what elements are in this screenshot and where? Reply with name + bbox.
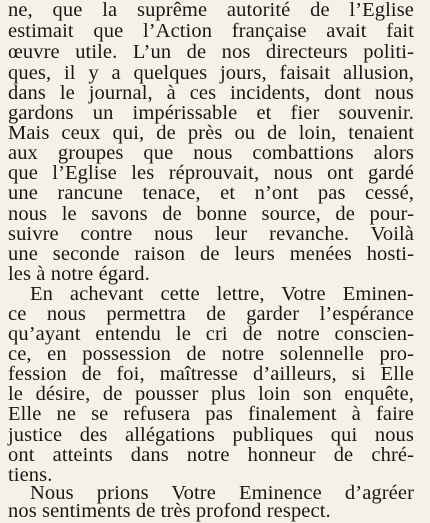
text-line-1: ne, que la suprême autorité de l’Eglise [8, 0, 414, 21]
text-line-16: ce nous permettra de garder l’espérance [8, 303, 414, 325]
text-line-11: nous le savons de bonne source, de pour- [8, 203, 414, 225]
text-line-22: justice des allégations publiques qui nous [8, 424, 414, 446]
text-line-15: En achevant cette lettre, Votre Eminen- [30, 283, 414, 305]
text-line-8: aux groupes que nous combattions alors [8, 142, 414, 164]
text-line-21: Elle ne se refusera pas finalement à faire [8, 403, 414, 425]
text-line-2: estimait que l’Action française avait fait [8, 20, 414, 42]
text-line-10: une rancune tenace, et n’ont pas cessé, [8, 182, 414, 204]
text-line-13: une seconde raison de leurs menées hosti- [8, 243, 414, 265]
text-line-14: les à notre égard. [8, 263, 150, 285]
text-line-19: fession de foi, maîtresse d’ailleurs, si Elle [8, 363, 414, 385]
text-line-5: dans le journal, à ces incidents, dont nous [8, 82, 414, 104]
text-line-26: nos sentiments de très profond respect. [8, 500, 331, 522]
text-line-12: suivre contre nous leur revanche. Voilà [8, 223, 414, 245]
text-line-3: œuvre utile. L’un de nos directeurs politi- [8, 41, 414, 63]
text-line-4: ques, il y a quelques jours, faisait allusion, [8, 62, 414, 84]
text-line-20: le désire, de pousser plus loin son enquête, [8, 383, 414, 405]
text-line-17: qu’ayant entendu le cri de notre conscien- [8, 323, 414, 345]
text-line-7: Mais ceux qui, de près ou de loin, tenaient [8, 122, 414, 144]
text-line-18: ce, en possession de notre solennelle pro- [8, 343, 414, 365]
text-line-6: gardons un impérissable et fier souvenir. [8, 102, 414, 124]
text-line-9: que l’Eglise les réprouvait, nous ont gardé [8, 162, 414, 184]
text-line-25: Nous prions Votre Eminence d’agréer [30, 482, 414, 504]
text-line-23: ont atteints dans notre honneur de chré- [8, 444, 414, 466]
text-line-24: tiens. [8, 464, 53, 486]
